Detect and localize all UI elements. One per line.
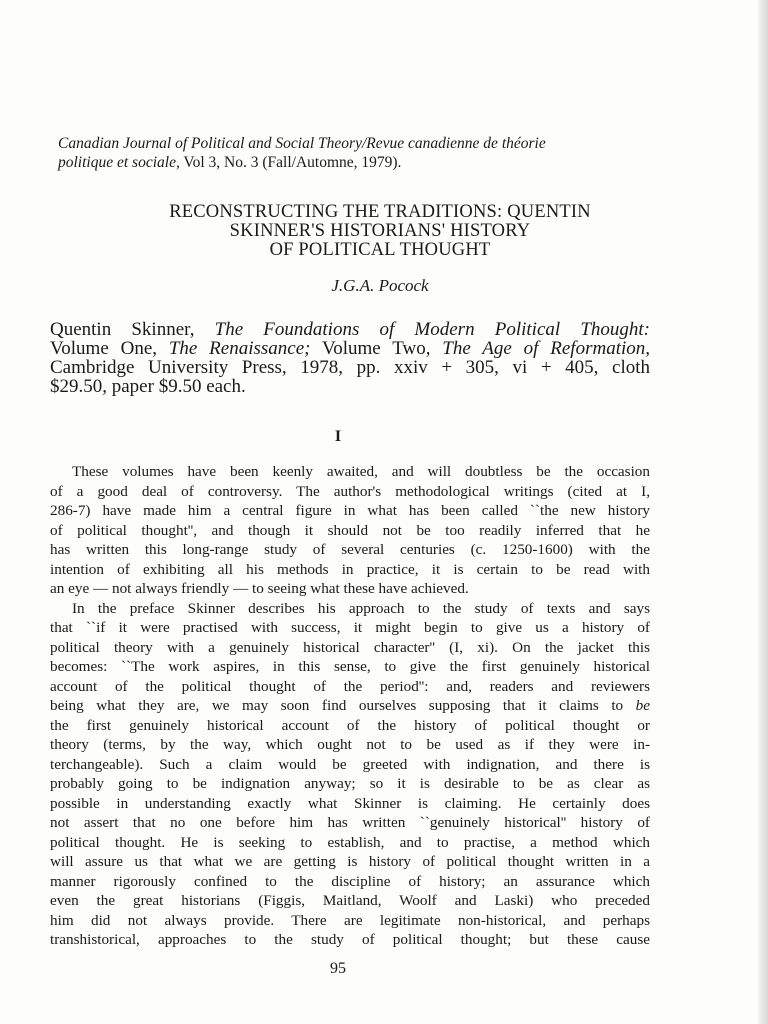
title-line-2: SKINNER'S HISTORIANS' HISTORY — [229, 221, 531, 241]
body-line: has written this long-range study of several centuries (c. 1250-1600) with the — [50, 541, 650, 558]
citation-volume: Vol 3, No. 3 (Fall/Automne, 1979). — [179, 154, 402, 171]
body-line: These volumes have been keenly awaited, and will doubtless be the occasion — [72, 463, 650, 480]
page-edge-shadow — [758, 0, 768, 1024]
body-line: an eye — not always friendly — to seeing what these have achieved. — [50, 580, 469, 597]
body-line: 286-7) have made him a central figure in what has been called ``the new history — [50, 502, 650, 519]
body-line: account of the political thought of the period'': and, readers and reviewers — [50, 677, 650, 695]
review-line-3: Cambridge University Press, 1978, pp. xxiv + 305, vi + 405, cloth — [50, 357, 650, 378]
review-book-title: The Foundations of Modern Political Thought: — [214, 319, 650, 340]
body-line: even the great historians (Figgis, Maitland, Woolf and Laski) who preceded — [50, 892, 650, 909]
body-line-with-italic — [50, 696, 650, 716]
title-line-1: RECONSTRUCTING THE TRADITIONS: QUENTIN — [169, 202, 591, 222]
body-line: possible in understanding exactly what Skinner is claiming. He certainly does — [50, 794, 650, 812]
body-line-text: being what they are, we may soon find ourselves supposing that it claims to — [50, 697, 624, 714]
body-line: him did not always provide. There are legitimate non-historical, and perhaps — [50, 911, 650, 929]
review-volume-one-title: The Renaissance; — [168, 338, 311, 359]
article-title — [40, 203, 720, 260]
body-line: not assert that no one before him has written ``genuinely historical'' history of — [50, 814, 650, 831]
review-line-4: $29.50, paper $9.50 each. — [50, 376, 246, 397]
body-line: In the preface Skinner describes his approach to the study of texts and says — [72, 599, 650, 617]
section-heading: I — [334, 428, 342, 445]
review-volume-two: Volume Two, — [310, 338, 443, 359]
review-author: Quentin Skinner, — [50, 319, 215, 340]
body-text — [50, 462, 650, 950]
review-volume-two-title: The Age of Reformation, — [442, 338, 651, 359]
body-line: political theory with a genuinely historical character'' (I, xi). On the jacket this — [50, 638, 650, 656]
review-line-2 — [50, 339, 650, 358]
body-line: will assure us that what we are getting is history of political thought written in a — [50, 853, 650, 870]
body-line: political thought. He is seeking to establish, and to practise, a method which — [50, 833, 650, 851]
body-line: of a good deal of controversy. The author's methodological writings (cited at I, — [50, 482, 650, 500]
body-line: intention of exhibiting all his methods in practice, it is certain to be read with — [50, 560, 650, 578]
body-line: that ``if it were practised with success, it might begin to give us a history of — [50, 619, 650, 636]
body-line: terchangeable). Such a claim would be greeted with indignation, and there is — [50, 755, 650, 773]
body-line: probably going to be indignation anyway; so it is desirable to be as clear as — [50, 775, 650, 792]
body-line: transhistorical, approaches to the study of political thought; but these cause — [50, 931, 650, 948]
author-name: J.G.A. Pocock — [331, 276, 429, 295]
emphasis-word: be — [635, 697, 651, 714]
body-line: the first genuinely historical account of the history of political thought or — [50, 716, 650, 734]
journal-citation — [58, 134, 658, 172]
citation-line-1: Canadian Journal of Political and Social Theory/Revue canadienne de théorie — [58, 135, 546, 152]
page-number: 95 — [330, 960, 346, 977]
title-line-3: OF POLITICAL THOUGHT — [269, 240, 491, 260]
review-volume-one: Volume One, — [50, 338, 169, 359]
body-line: becomes: ``The work aspires, in this sense, to give the first genuinely historical — [50, 658, 650, 675]
body-line: of political thought'', and though it should not be too readily inferred that he — [50, 521, 650, 539]
citation-line-2 — [58, 153, 658, 172]
citation-journal-tail: politique et sociale, — [58, 154, 180, 171]
review-line-1 — [50, 320, 650, 339]
body-line: theory (terms, by the way, which ought not to be used as if they were in- — [50, 736, 650, 753]
body-line: manner rigorously confined to the discipline of history; an assurance which — [50, 872, 650, 890]
reviewed-book-reference — [50, 320, 650, 396]
